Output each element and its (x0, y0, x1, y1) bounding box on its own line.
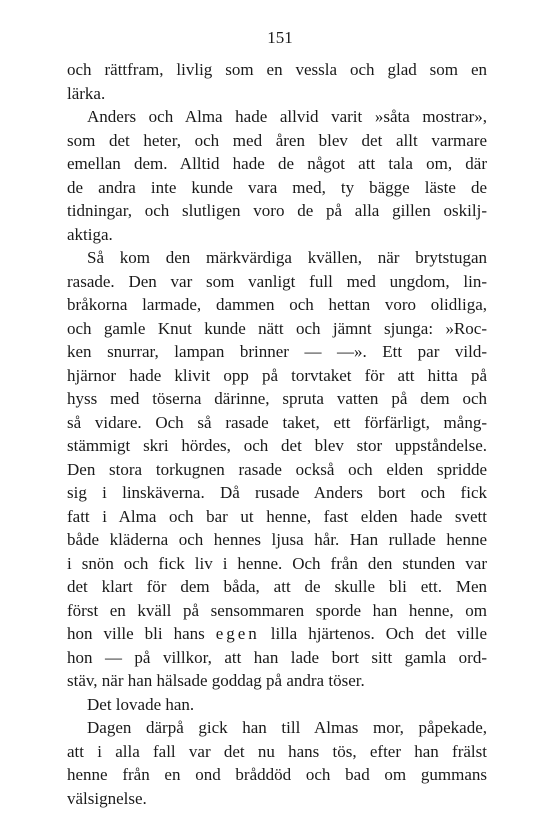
text-line: hon — på villkor, att han lade bort sitt gamla ord- (67, 647, 487, 667)
text-line: rasade. Den var som vanligt full med ungdom, lin- (67, 271, 487, 291)
text-line: de andra inte kunde vara med, ty bägge läste de (67, 177, 487, 197)
text-line: henne från en ond bråddöd och bad om gummans (67, 765, 487, 784)
text-line: hyss med töserna därinne, spruta vatten på dem och (67, 389, 487, 408)
text-line: både kläderna och hennes ljusa hår. Han rullade henne (67, 530, 487, 549)
text-line: i snön och fick liv i henne. Och från den stunden var (67, 553, 487, 573)
text-fragment: hon ville bli hans (67, 624, 216, 643)
text-line: och gamle Knut kunde nätt och jämnt sjunga: »Roc- (67, 318, 487, 338)
text-line: tidningar, och slutligen voro de på alla gillen oskilj- (67, 201, 487, 220)
text-line: som det heter, och med åren blev det allt varmare (67, 130, 487, 150)
text-line: bråkorna larmade, dammen och hettan voro olidliga, (67, 295, 487, 314)
text-line: Dagen därpå gick han till Almas mor, påpekade, (87, 718, 487, 737)
text-line: välsignelse. (67, 788, 147, 808)
text-line: det klart för dem båda, att de skulle bli ett. Men (67, 577, 487, 596)
text-fragment: lilla hjärtenos. Och det ville (259, 624, 487, 643)
page-number: 151 (267, 28, 293, 47)
text-line: sig i linskäverna. Då rusade Anders bort och fick (67, 483, 487, 502)
text-line: och rättfram, livlig som en vessla och glad som en (67, 60, 487, 79)
text-line: aktiga. (67, 224, 113, 244)
text-line: fatt i Alma och bar ut henne, fast elden hade svett (67, 506, 487, 526)
text-line: lärka. (67, 83, 106, 103)
text-line: Den stora torkugnen rasade också och elden spridde (67, 459, 487, 479)
text-line: först en kväll på sensommaren sporde han henne, om (67, 600, 487, 620)
text-line: Anders och Alma hade allvid varit »såta mostrar», (87, 107, 487, 126)
body-text (67, 58, 487, 810)
text-line: hjärnor hade klivit opp på torvtaket för att hitta på (67, 365, 487, 385)
text-line: stäv, när han hälsade goddag på andra töser. (67, 671, 365, 690)
text-line: så vidare. Och så rasade taket, ett förfärligt, mång- (67, 412, 487, 432)
text-line: ken snurrar, lampan brinner — —». Ett par vild- (67, 342, 487, 361)
text-line: att i alla fall var det nu hans tös, efter han frälst (67, 741, 487, 761)
spaced-word: egen (215, 624, 260, 643)
text-line: emellan dem. Alltid hade de något att tala om, där (67, 154, 487, 173)
text-line-spaced (67, 622, 487, 646)
text-line: Så kom den märkvärdiga kvällen, när brytstugan (87, 248, 487, 267)
text-line: Det lovade han. (87, 694, 195, 714)
text-line: stämmigt skri hördes, och det blev stor uppståndelse. (67, 436, 487, 455)
